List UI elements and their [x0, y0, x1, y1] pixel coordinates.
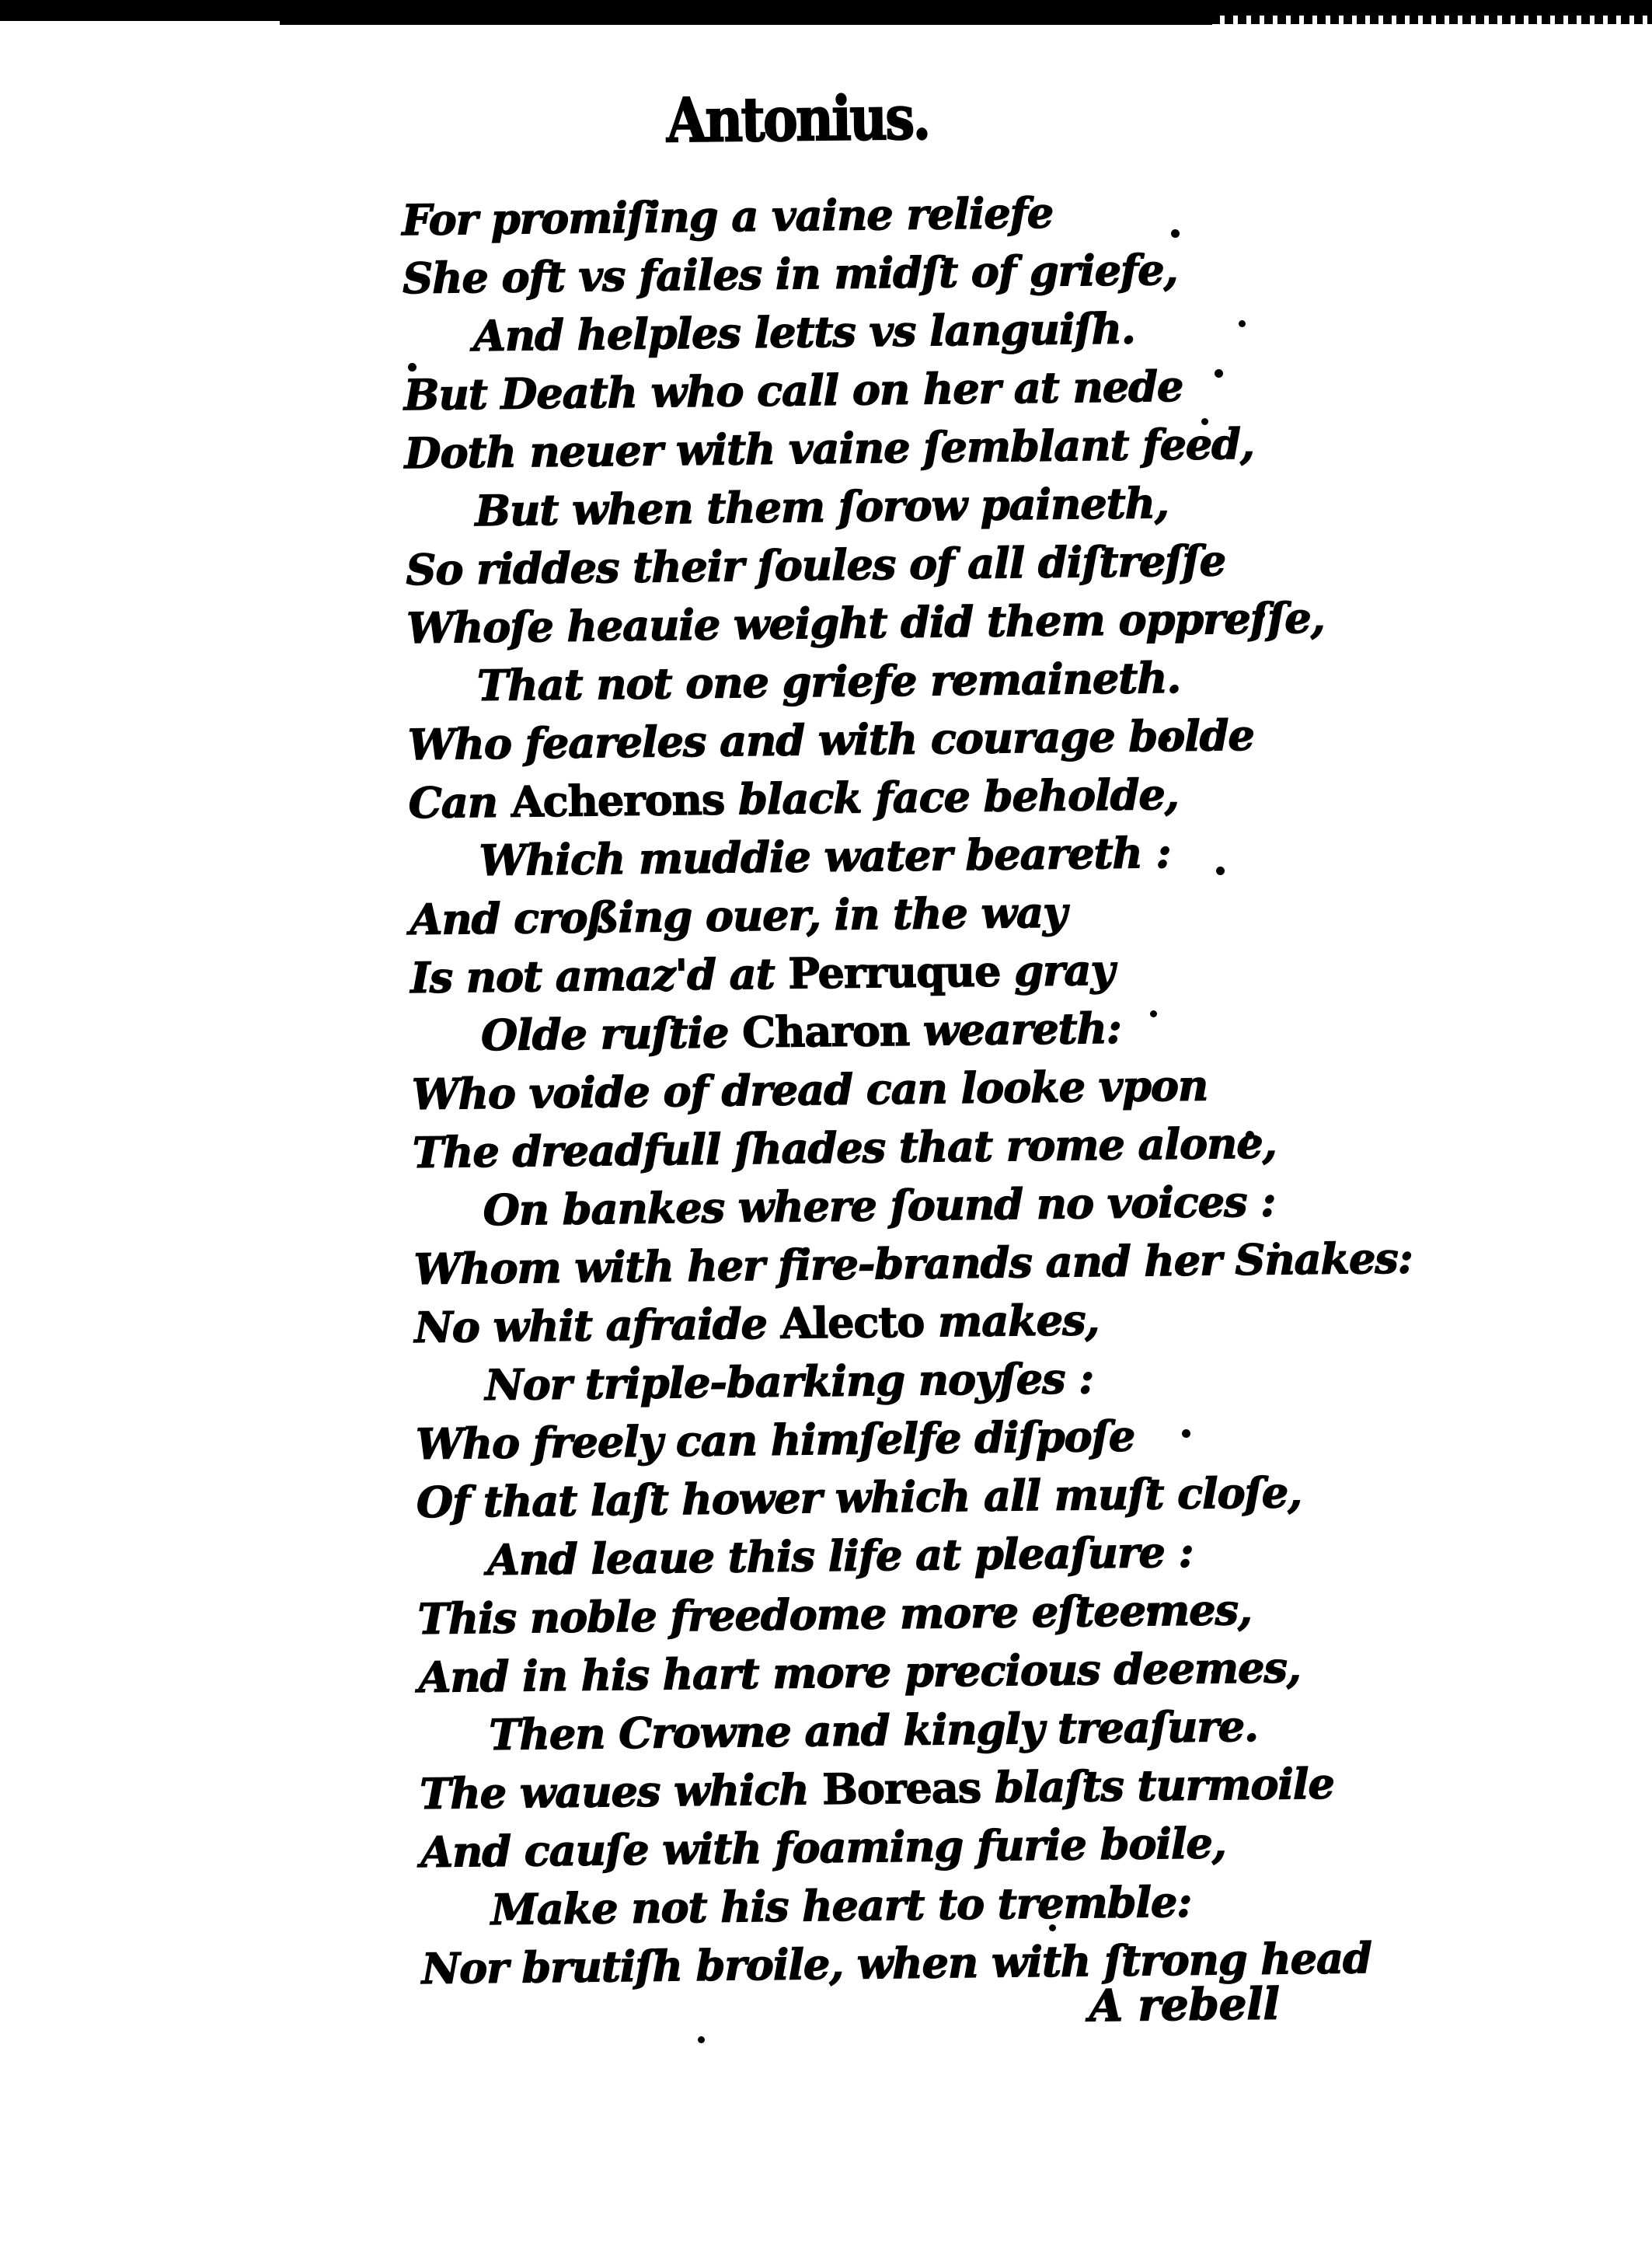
poem-text: Is not amaz'd at	[410, 948, 789, 1003]
catchword: A rebell	[1089, 1978, 1281, 2032]
poem-text: makes,	[923, 1295, 1100, 1347]
page-title: Antonius.	[666, 82, 929, 157]
poem-text: Nor brutiſh broile, when with ſtrong head	[421, 1933, 1372, 1994]
poem-text: Nor triple-barking noyſes :	[484, 1353, 1094, 1410]
poem-text: Make not his heart to tremble:	[490, 1876, 1192, 1934]
poem-text: No whit afraide	[414, 1298, 782, 1353]
poem-text: Who voide of dread can looke vpon	[411, 1060, 1208, 1120]
poem-text: For promiſing a vaine reliefe	[401, 187, 1054, 246]
poem-text: And croßing ouer, in the way	[410, 887, 1067, 945]
poem-text: Then Crowne and kingly treaſure.	[489, 1701, 1259, 1760]
poem-text: weareth:	[908, 1003, 1122, 1055]
poem-text: She oft vs failes in midſt of griefe,	[402, 244, 1178, 304]
poem-text: Which muddie water beareth :	[479, 827, 1171, 886]
poem-text: And cauſe with foaming furie boile,	[420, 1818, 1226, 1877]
poem-text: This noble freedome more eſteemes,	[417, 1584, 1253, 1645]
poem-text: gray	[1000, 944, 1115, 996]
poem-text: And in his hart more precious deemes,	[418, 1642, 1301, 1702]
proper-noun-roman: Charon	[741, 1005, 910, 1058]
poem-text: Who feareles and with courage bolde	[407, 710, 1255, 770]
poem-line	[413, 1228, 1502, 1299]
proper-noun-roman: Acherons	[511, 774, 725, 827]
poem-text: On bankes where ſound no voices :	[483, 1176, 1276, 1236]
poem-text: But when them ſorow paineth,	[475, 477, 1169, 536]
poem-text: Doth neuer with vaine ſemblant feed,	[404, 418, 1255, 479]
poem-text: That not one griefe remaineth.	[476, 652, 1181, 711]
poem-text: But Death who call on her at nede	[403, 361, 1183, 420]
proper-noun-roman: Alecto	[780, 1296, 925, 1348]
poem-text: Whoſe heauie weight did them oppreſſe,	[406, 592, 1325, 654]
poem-text: black face beholde,	[723, 769, 1179, 825]
poem-text: Can	[408, 776, 512, 828]
poem-text: And leaue this life at pleaſure :	[486, 1526, 1194, 1585]
poem-text: Whom with her fire-brands and her Snakes:	[413, 1233, 1413, 1295]
poem-text: And helples letts vs languiſh.	[472, 303, 1136, 361]
proper-noun-roman: Perruque	[788, 946, 1001, 999]
poem-text: The dreadfull ſhades that rome alone,	[412, 1118, 1277, 1178]
poem-text: blaſts turmoile	[980, 1758, 1335, 1812]
poem-body	[402, 179, 1510, 1998]
ink-specks	[0, 0, 4, 4]
poem-text: The waues which	[419, 1764, 823, 1819]
poem-text: Of that laſt hower which all muſt cloſe,	[416, 1467, 1302, 1528]
poem-line	[421, 1927, 1510, 1998]
poem-text: So riddes their ſoules of all diſtreſſe	[406, 535, 1226, 595]
poem-text: Who freely can himſelfe diſpoſe	[415, 1411, 1135, 1470]
proper-noun-roman: Boreas	[821, 1762, 981, 1815]
poem-text: Olde ruſtie	[480, 1007, 743, 1061]
